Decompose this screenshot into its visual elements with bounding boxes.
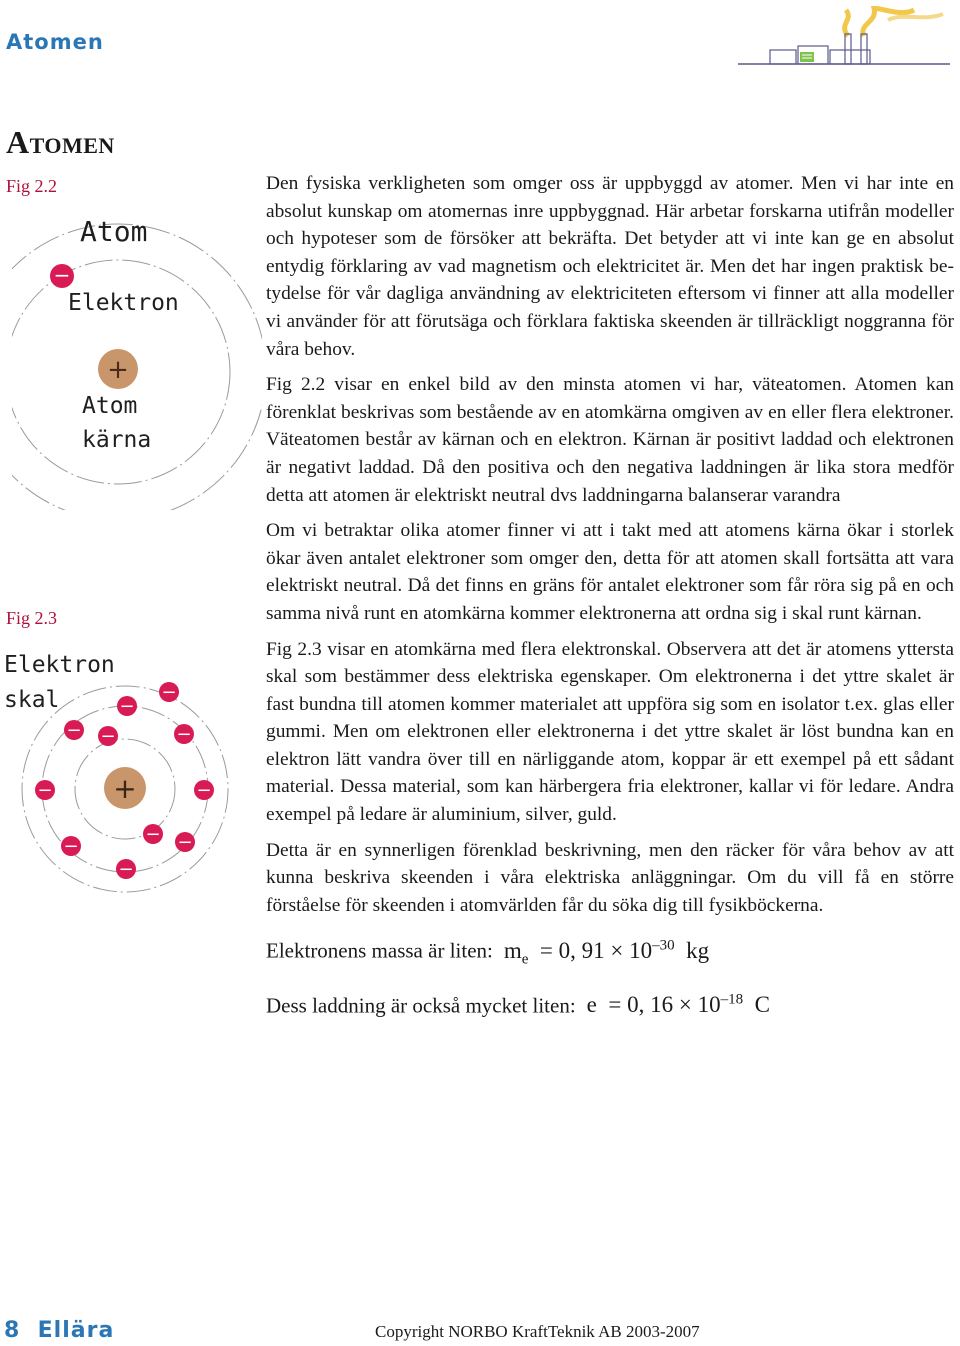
formula-charge-value: = 0, 16 × 10 xyxy=(608,992,721,1018)
formula-mass-text: Elektronens massa är liten: xyxy=(266,939,493,964)
svg-text:−: − xyxy=(176,724,192,745)
formula-mass-symbol: m xyxy=(503,938,522,964)
formula-mass-unit: kg xyxy=(686,938,710,964)
paragraph-5: Detta är en synnerligen förenklad beskrivning, men den räcker för våra behov av att kunna beskriva skeenden i våra elektriska anläggningar. Om du vill få en större förståelse för skeenden i atomvärlden får du söka dig till fysikböckerna. xyxy=(266,839,954,916)
formula-charge-text: Dess laddning är också mycket liten: xyxy=(266,993,576,1018)
section-title: Atomen xyxy=(6,124,115,160)
formula-charge-exponent: –18 xyxy=(720,991,744,1008)
shell-label-line2: skal xyxy=(4,687,60,713)
svg-text:+: + xyxy=(113,772,137,805)
svg-text:−: − xyxy=(177,832,193,853)
formula-mass-exponent: –30 xyxy=(652,937,675,954)
shell-label-line1: Elektron xyxy=(4,652,115,678)
svg-text:−: − xyxy=(145,824,161,845)
electron-mass-formula xyxy=(266,927,954,977)
power-plant-logo-icon xyxy=(728,6,954,75)
page-number: 8 xyxy=(4,1318,21,1343)
svg-text:−: − xyxy=(161,682,177,703)
paragraph-3: Om vi betraktar olika atomer finner vi att i takt med att atomens kärna ökar i storlek ökar även antalet elektroner som omger den, detta för att atomen skall fortsätta att vara elektriskt neutral. Då det finns en gräns för antalet elektroner som får röra sig på en och samma nivå runt en atomkärna kommer elektronerna att ordna sig i skal runt kärnan. xyxy=(266,520,954,624)
formula-charge-symbol: e xyxy=(586,992,597,1018)
copyright-notice: Copyright NORBO KraftTeknik AB 2003-2007 xyxy=(375,1322,700,1341)
formula-mass-value: = 0, 91 × 10 xyxy=(539,938,653,964)
atom-label: Atom xyxy=(80,215,148,248)
svg-text:−: − xyxy=(118,859,134,880)
electron-charge-formula xyxy=(266,982,954,1024)
formula-charge-unit: C xyxy=(754,992,770,1018)
electron-label: Elektron xyxy=(68,290,179,316)
svg-text:−: − xyxy=(119,696,135,717)
svg-text:−: − xyxy=(37,780,53,801)
nucleus-plus-sign: + xyxy=(107,355,129,385)
nucleus-label-line1: Atom xyxy=(82,393,138,419)
nucleus-label-line2: kärna xyxy=(82,427,152,453)
svg-text:−: − xyxy=(66,720,82,741)
svg-text:−: − xyxy=(196,780,212,801)
running-header-title: Atomen xyxy=(6,30,104,54)
formula-mass-subscript: e xyxy=(521,951,529,968)
book-title: Ellära xyxy=(37,1318,115,1343)
svg-text:−: − xyxy=(100,726,116,747)
fig-2-3-electron-shells-diagram xyxy=(20,670,240,905)
body-text xyxy=(266,170,954,1023)
paragraph-4: Fig 2.3 visar en atomkärna med flera elektronskal. Observera att det är atomens yttersta skal som bestämmer dess elektriska egenskaper. Om elektronerna i det yttre skalet är fast bundna till atomen kommer materialet att uppföra sig som en isolator t.ex. glas eller gummi. Men om elektronen eller elektronerna i det yttre skalet är löst bundna kan en elektron lätt vandra över till en närliggande atom, koppar är ett exempel på ett sådant material. Dessa material, som kan härbergera fria elektroner, kallar vi för ledare. Andra exempel på ledare är aluminium, silver, guld. xyxy=(266,638,954,826)
fig-2-3-label: Fig 2.3 xyxy=(6,608,58,628)
paragraph-1: Den fysiska verkligheten som omger oss är uppbyggd av atomer. Men vi har inte en absolut kunskap om atomernas inre uppbyggnad. Här arbetar forskarna utifrån modeller och hypoteser som de försöker att bekräfta. Det betyder att vi inte kan ge en absolut entydig förklaring av vad magnetism och elektricitet är. Men det har ingen praktisk betydelse för vår dagliga användning av elektriciteten eftersom vi finner att alla modeller vi använder för att förutsäga och förklara faktiska skeenden är tillräckligt noggranna för våra behov. xyxy=(266,173,954,360)
svg-text:−: − xyxy=(63,836,79,857)
electron-minus-sign: − xyxy=(53,263,71,287)
fig-2-2-label: Fig 2.2 xyxy=(6,176,58,196)
paragraph-2: Fig 2.2 visar en enkel bild av den minsta atomen vi har, väteatomen. Atomen kan förenklat beskrivas som bestående av en atomkärna omgiven av en eller flera elektroner. Väteatomen består av kärnan och en elektron. Kärnan är positivt laddad och elektronen är negativt laddad. Då den positiva och den negativa laddningen är lika stora medför detta att atomen är elektriskt neutral dvs laddningarna balanserar varandra xyxy=(266,374,954,506)
footer-page-label xyxy=(4,1318,114,1343)
